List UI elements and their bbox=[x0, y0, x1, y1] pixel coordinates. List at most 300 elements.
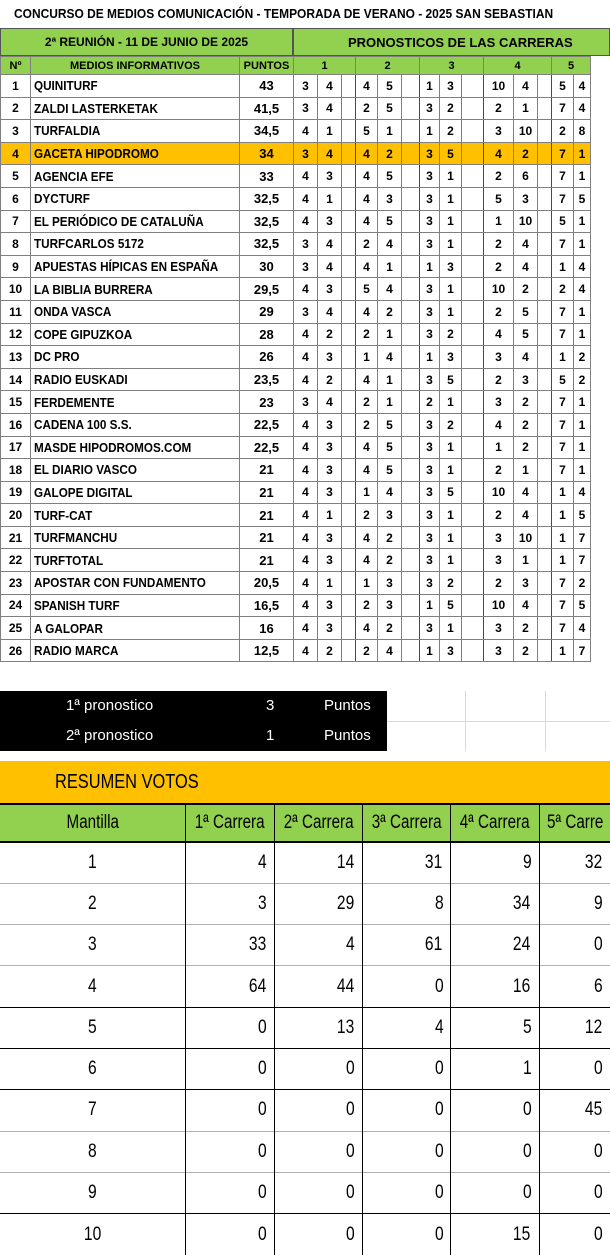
forecast-first: 4 bbox=[356, 436, 378, 459]
votes-cell: 5 bbox=[451, 1007, 539, 1048]
mantilla-cell: 3 bbox=[0, 925, 186, 966]
spacer-cell bbox=[402, 481, 420, 504]
forecast-first: 7 bbox=[552, 436, 574, 459]
media-name: ZALDI LASTERKETAK bbox=[31, 97, 240, 120]
spacer-cell bbox=[462, 210, 484, 233]
forecast-second: 2 bbox=[378, 300, 402, 323]
media-name: DYCTURF bbox=[31, 187, 240, 210]
votes-cell: 13 bbox=[274, 1007, 362, 1048]
forecast-second: 1 bbox=[440, 459, 462, 482]
mantilla-cell: 7 bbox=[0, 1090, 186, 1131]
forecast-second: 4 bbox=[318, 75, 342, 98]
votes-cell: 4 bbox=[363, 1007, 451, 1048]
col-header-race: 1 bbox=[294, 57, 356, 75]
media-name: APOSTAR CON FUNDAMENTO bbox=[31, 572, 240, 595]
forecast-second: 7 bbox=[574, 526, 591, 549]
forecast-second: 1 bbox=[318, 187, 342, 210]
forecast-first: 1 bbox=[552, 549, 574, 572]
scoring-value: 3 bbox=[266, 697, 275, 714]
forecast-second: 1 bbox=[440, 233, 462, 256]
scoring-legend bbox=[0, 691, 387, 751]
forecast-first: 1 bbox=[552, 504, 574, 527]
votes-cell: 31 bbox=[363, 842, 451, 883]
points-cell: 21 bbox=[240, 549, 294, 572]
forecast-second: 1 bbox=[440, 210, 462, 233]
spacer-cell bbox=[538, 210, 552, 233]
spacer-cell bbox=[462, 346, 484, 369]
table-row-highlighted bbox=[1, 142, 591, 165]
forecast-first: 3 bbox=[484, 346, 514, 369]
forecast-first: 3 bbox=[420, 210, 440, 233]
forecast-first: 4 bbox=[356, 459, 378, 482]
forecast-first: 3 bbox=[420, 300, 440, 323]
votes-cell: 9 bbox=[451, 842, 539, 883]
forecast-second: 1 bbox=[378, 391, 402, 414]
spacer-cell bbox=[342, 526, 356, 549]
forecast-first: 3 bbox=[484, 391, 514, 414]
forecast-second: 5 bbox=[440, 142, 462, 165]
votes-table bbox=[0, 803, 610, 1255]
row-number: 1 bbox=[1, 75, 31, 98]
forecast-first: 3 bbox=[420, 504, 440, 527]
forecast-second: 5 bbox=[378, 75, 402, 98]
media-name: ONDA VASCA bbox=[31, 300, 240, 323]
forecast-second: 4 bbox=[514, 255, 538, 278]
votes-cell: 0 bbox=[186, 1090, 274, 1131]
forecast-second: 5 bbox=[440, 594, 462, 617]
spacer-cell bbox=[462, 504, 484, 527]
forecast-second: 3 bbox=[318, 210, 342, 233]
forecast-first: 1 bbox=[552, 346, 574, 369]
spacer-cell bbox=[402, 436, 420, 459]
scoring-value: 1 bbox=[266, 727, 275, 744]
forecast-second: 5 bbox=[378, 436, 402, 459]
points-cell: 16,5 bbox=[240, 594, 294, 617]
forecast-second: 7 bbox=[574, 639, 591, 662]
votes-cell: 14 bbox=[274, 842, 362, 883]
points-cell: 32,5 bbox=[240, 233, 294, 256]
votes-cell: 0 bbox=[186, 1131, 274, 1172]
spacer-cell bbox=[462, 187, 484, 210]
votes-cell: 8 bbox=[363, 883, 451, 924]
forecast-second: 2 bbox=[514, 391, 538, 414]
spacer-cell bbox=[538, 323, 552, 346]
spacer-cell bbox=[342, 346, 356, 369]
points-cell: 22,5 bbox=[240, 436, 294, 459]
forecast-first: 4 bbox=[294, 436, 318, 459]
row-number: 14 bbox=[1, 368, 31, 391]
forecast-second: 3 bbox=[440, 75, 462, 98]
spacer-cell bbox=[538, 391, 552, 414]
row-number: 5 bbox=[1, 165, 31, 188]
scoring-row bbox=[0, 721, 387, 751]
votes-header-cell: 2ª Carrera bbox=[274, 804, 362, 842]
votes-cell: 0 bbox=[186, 1214, 274, 1255]
points-cell: 21 bbox=[240, 504, 294, 527]
row-number: 6 bbox=[1, 187, 31, 210]
forecast-first: 3 bbox=[294, 142, 318, 165]
votes-cell: 61 bbox=[363, 925, 451, 966]
forecast-second: 2 bbox=[318, 368, 342, 391]
spacer-cell bbox=[538, 459, 552, 482]
forecast-first: 3 bbox=[420, 459, 440, 482]
forecast-second: 4 bbox=[318, 97, 342, 120]
spacer-cell bbox=[402, 368, 420, 391]
forecast-first: 4 bbox=[356, 526, 378, 549]
spacer-cell bbox=[538, 617, 552, 640]
votes-cell: 0 bbox=[274, 1214, 362, 1255]
votes-cell: 0 bbox=[539, 1131, 610, 1172]
forecast-second: 4 bbox=[574, 481, 591, 504]
forecast-first: 3 bbox=[420, 165, 440, 188]
spacer-cell bbox=[342, 549, 356, 572]
forecast-first: 3 bbox=[294, 300, 318, 323]
spacer-cell bbox=[462, 278, 484, 301]
row-number: 9 bbox=[1, 255, 31, 278]
col-header-race: 2 bbox=[356, 57, 420, 75]
votes-cell: 0 bbox=[186, 1048, 274, 1089]
votes-cell: 0 bbox=[274, 1090, 362, 1131]
spacer-cell bbox=[342, 120, 356, 143]
forecast-first: 2 bbox=[484, 459, 514, 482]
spacer-cell bbox=[342, 97, 356, 120]
forecast-second: 4 bbox=[574, 255, 591, 278]
forecast-first: 4 bbox=[356, 368, 378, 391]
spacer-cell bbox=[342, 210, 356, 233]
forecasts-header bbox=[293, 28, 610, 56]
table-row bbox=[1, 255, 591, 278]
spacer-cell bbox=[402, 210, 420, 233]
spacer-cell bbox=[342, 459, 356, 482]
forecast-second: 3 bbox=[318, 481, 342, 504]
votes-cell: 4 bbox=[186, 842, 274, 883]
table-row bbox=[1, 459, 591, 482]
votes-header-cell: 1ª Carrera bbox=[186, 804, 274, 842]
spacer-cell bbox=[402, 459, 420, 482]
spacer-cell bbox=[538, 278, 552, 301]
votes-row bbox=[0, 966, 610, 1007]
forecast-first: 3 bbox=[420, 233, 440, 256]
forecast-first: 2 bbox=[484, 504, 514, 527]
spacer-cell bbox=[538, 549, 552, 572]
forecast-second: 2 bbox=[574, 346, 591, 369]
spacer-cell bbox=[538, 233, 552, 256]
media-name: APUESTAS HÍPICAS EN ESPAÑA bbox=[31, 255, 240, 278]
spacer-cell bbox=[462, 75, 484, 98]
forecast-second: 1 bbox=[574, 142, 591, 165]
table-row bbox=[1, 187, 591, 210]
votes-cell: 24 bbox=[451, 925, 539, 966]
forecast-first: 3 bbox=[420, 142, 440, 165]
forecast-first: 1 bbox=[356, 481, 378, 504]
forecast-second: 4 bbox=[514, 233, 538, 256]
forecast-first: 1 bbox=[420, 255, 440, 278]
forecast-first: 3 bbox=[420, 413, 440, 436]
page-title: CONCURSO DE MEDIOS COMUNICACIÓN - TEMPORADA DE VERANO - 2025 SAN SEBASTIAN bbox=[14, 6, 554, 21]
spacer-cell bbox=[342, 639, 356, 662]
forecast-first: 1 bbox=[484, 210, 514, 233]
points-cell: 32,5 bbox=[240, 210, 294, 233]
spacer-cell bbox=[462, 526, 484, 549]
forecast-second: 10 bbox=[514, 526, 538, 549]
forecast-first: 4 bbox=[356, 210, 378, 233]
forecast-first: 7 bbox=[552, 187, 574, 210]
points-cell: 34 bbox=[240, 142, 294, 165]
media-name: A GALOPAR bbox=[31, 617, 240, 640]
forecast-second: 4 bbox=[378, 233, 402, 256]
spacer-cell bbox=[342, 368, 356, 391]
spacer-cell bbox=[342, 413, 356, 436]
forecast-first: 7 bbox=[552, 413, 574, 436]
row-number: 25 bbox=[1, 617, 31, 640]
votes-cell: 32 bbox=[539, 842, 610, 883]
forecast-first: 3 bbox=[294, 97, 318, 120]
forecast-first: 2 bbox=[420, 391, 440, 414]
spacer-cell bbox=[462, 142, 484, 165]
forecast-second: 4 bbox=[514, 594, 538, 617]
spacer-cell bbox=[462, 255, 484, 278]
votes-cell: 45 bbox=[539, 1090, 610, 1131]
media-name: EL PERIÓDICO DE CATALUÑA bbox=[31, 210, 240, 233]
forecast-first: 1 bbox=[420, 120, 440, 143]
mantilla-cell: 6 bbox=[0, 1048, 186, 1089]
forecast-second: 2 bbox=[574, 368, 591, 391]
table-row bbox=[1, 300, 591, 323]
forecast-second: 1 bbox=[514, 549, 538, 572]
forecast-second: 4 bbox=[514, 75, 538, 98]
forecast-second: 1 bbox=[440, 549, 462, 572]
forecast-second: 3 bbox=[514, 187, 538, 210]
media-name: LA BIBLIA BURRERA bbox=[31, 278, 240, 301]
forecast-first: 1 bbox=[420, 594, 440, 617]
forecast-second: 4 bbox=[378, 639, 402, 662]
forecast-second: 4 bbox=[514, 346, 538, 369]
forecast-first: 10 bbox=[484, 594, 514, 617]
points-cell: 33 bbox=[240, 165, 294, 188]
forecast-second: 2 bbox=[514, 413, 538, 436]
forecast-first: 2 bbox=[484, 97, 514, 120]
spacer-cell bbox=[402, 323, 420, 346]
table-row bbox=[1, 617, 591, 640]
media-name: TURFTOTAL bbox=[31, 549, 240, 572]
points-cell: 26 bbox=[240, 346, 294, 369]
forecast-first: 7 bbox=[552, 97, 574, 120]
forecast-first: 4 bbox=[484, 142, 514, 165]
forecast-second: 4 bbox=[514, 481, 538, 504]
forecast-first: 2 bbox=[484, 165, 514, 188]
spacer-cell bbox=[462, 481, 484, 504]
row-number: 17 bbox=[1, 436, 31, 459]
forecast-first: 3 bbox=[420, 97, 440, 120]
forecast-first: 4 bbox=[356, 549, 378, 572]
forecast-first: 5 bbox=[552, 368, 574, 391]
forecast-second: 3 bbox=[318, 278, 342, 301]
points-cell: 29 bbox=[240, 300, 294, 323]
spacer-cell bbox=[342, 165, 356, 188]
row-number: 22 bbox=[1, 549, 31, 572]
scoring-label: 2ª pronostico bbox=[66, 727, 154, 744]
row-number: 8 bbox=[1, 233, 31, 256]
forecast-second: 5 bbox=[378, 165, 402, 188]
media-name: RADIO MARCA bbox=[31, 639, 240, 662]
votes-row bbox=[0, 1048, 610, 1089]
forecast-second: 4 bbox=[318, 300, 342, 323]
votes-header-cell: 3ª Carrera bbox=[363, 804, 451, 842]
forecast-first: 3 bbox=[484, 617, 514, 640]
votes-row bbox=[0, 1131, 610, 1172]
mantilla-cell: 1 bbox=[0, 842, 186, 883]
table-row bbox=[1, 97, 591, 120]
media-name: AGENCIA EFE bbox=[31, 165, 240, 188]
spacer-cell bbox=[462, 323, 484, 346]
forecast-first: 1 bbox=[420, 346, 440, 369]
forecast-second: 6 bbox=[514, 165, 538, 188]
summary-title: RESUMEN VOTOS bbox=[55, 771, 199, 793]
votes-cell: 0 bbox=[539, 1214, 610, 1255]
row-number: 7 bbox=[1, 210, 31, 233]
forecast-first: 4 bbox=[356, 165, 378, 188]
table-row bbox=[1, 323, 591, 346]
scoring-label: 1ª pronostico bbox=[66, 697, 154, 714]
points-cell: 20,5 bbox=[240, 572, 294, 595]
forecast-second: 3 bbox=[440, 346, 462, 369]
forecast-second: 3 bbox=[318, 594, 342, 617]
forecast-second: 4 bbox=[318, 233, 342, 256]
spacer-cell bbox=[402, 187, 420, 210]
forecast-second: 8 bbox=[574, 120, 591, 143]
forecast-second: 1 bbox=[318, 572, 342, 595]
forecast-first: 2 bbox=[356, 233, 378, 256]
forecast-second: 5 bbox=[378, 459, 402, 482]
spacer-cell bbox=[342, 142, 356, 165]
forecast-first: 10 bbox=[484, 481, 514, 504]
forecast-first: 7 bbox=[552, 323, 574, 346]
forecast-first: 1 bbox=[552, 526, 574, 549]
forecast-first: 3 bbox=[420, 526, 440, 549]
points-cell: 16 bbox=[240, 617, 294, 640]
votes-cell: 12 bbox=[539, 1007, 610, 1048]
forecast-second: 5 bbox=[440, 481, 462, 504]
forecast-second: 3 bbox=[378, 504, 402, 527]
media-name: GACETA HIPODROMO bbox=[31, 142, 240, 165]
spacer-cell bbox=[538, 97, 552, 120]
col-header-media: MEDIOS INFORMATIVOS bbox=[31, 57, 240, 75]
forecast-second: 1 bbox=[574, 165, 591, 188]
forecast-second: 3 bbox=[378, 572, 402, 595]
forecast-first: 4 bbox=[294, 120, 318, 143]
votes-header-row bbox=[0, 804, 610, 842]
forecast-second: 1 bbox=[514, 459, 538, 482]
forecast-second: 5 bbox=[378, 97, 402, 120]
votes-cell: 16 bbox=[451, 966, 539, 1007]
votes-cell: 0 bbox=[363, 1090, 451, 1131]
table-row bbox=[1, 75, 591, 98]
table-row bbox=[1, 639, 591, 662]
table-row bbox=[1, 278, 591, 301]
votes-cell: 0 bbox=[363, 1131, 451, 1172]
forecast-first: 4 bbox=[294, 639, 318, 662]
forecast-second: 1 bbox=[574, 300, 591, 323]
forecast-second: 2 bbox=[378, 617, 402, 640]
spacer-cell bbox=[342, 233, 356, 256]
votes-row bbox=[0, 925, 610, 966]
forecast-second: 1 bbox=[378, 255, 402, 278]
spacer-cell bbox=[538, 300, 552, 323]
votes-cell: 0 bbox=[451, 1131, 539, 1172]
votes-row bbox=[0, 842, 610, 883]
forecast-second: 1 bbox=[440, 436, 462, 459]
spacer-cell bbox=[462, 572, 484, 595]
forecast-first: 2 bbox=[356, 594, 378, 617]
forecast-first: 2 bbox=[552, 120, 574, 143]
votes-cell: 15 bbox=[451, 1214, 539, 1255]
row-number: 4 bbox=[1, 142, 31, 165]
table-row bbox=[1, 233, 591, 256]
points-cell: 28 bbox=[240, 323, 294, 346]
forecast-first: 1 bbox=[356, 346, 378, 369]
mantilla-cell: 2 bbox=[0, 883, 186, 924]
votes-cell: 29 bbox=[274, 883, 362, 924]
forecast-first: 2 bbox=[484, 233, 514, 256]
forecast-first: 4 bbox=[484, 413, 514, 436]
spacer-cell bbox=[538, 142, 552, 165]
empty-grid-cells bbox=[387, 691, 610, 751]
forecast-second: 1 bbox=[318, 120, 342, 143]
forecast-first: 4 bbox=[294, 504, 318, 527]
spacer-cell bbox=[402, 526, 420, 549]
votes-row bbox=[0, 1007, 610, 1048]
votes-cell: 6 bbox=[539, 966, 610, 1007]
spacer-cell bbox=[462, 233, 484, 256]
forecast-second: 1 bbox=[440, 504, 462, 527]
mantilla-cell: 9 bbox=[0, 1172, 186, 1213]
table-row bbox=[1, 549, 591, 572]
points-cell: 21 bbox=[240, 459, 294, 482]
spacer-cell bbox=[538, 120, 552, 143]
spacer-cell bbox=[402, 165, 420, 188]
spacer-cell bbox=[538, 346, 552, 369]
forecast-first: 4 bbox=[294, 368, 318, 391]
points-cell: 22,5 bbox=[240, 413, 294, 436]
forecast-first: 1 bbox=[356, 572, 378, 595]
votes-row bbox=[0, 1214, 610, 1255]
forecast-first: 1 bbox=[420, 639, 440, 662]
row-number: 16 bbox=[1, 413, 31, 436]
forecast-second: 5 bbox=[574, 504, 591, 527]
votes-row bbox=[0, 883, 610, 924]
scoring-row bbox=[0, 691, 387, 721]
votes-row bbox=[0, 1090, 610, 1131]
spacer-cell bbox=[538, 639, 552, 662]
table-row bbox=[1, 504, 591, 527]
votes-cell: 3 bbox=[186, 883, 274, 924]
forecast-second: 4 bbox=[378, 278, 402, 301]
forecast-second: 1 bbox=[440, 300, 462, 323]
spacer-cell bbox=[402, 594, 420, 617]
forecast-first: 1 bbox=[484, 436, 514, 459]
forecast-first: 4 bbox=[294, 549, 318, 572]
media-name: COPE GIPUZKOA bbox=[31, 323, 240, 346]
forecast-first: 2 bbox=[356, 639, 378, 662]
summary-title-bar bbox=[0, 761, 610, 803]
media-name: TURFMANCHU bbox=[31, 526, 240, 549]
forecast-second: 1 bbox=[440, 165, 462, 188]
spacer-cell bbox=[342, 617, 356, 640]
forecast-second: 1 bbox=[440, 278, 462, 301]
media-name: CADENA 100 S.S. bbox=[31, 413, 240, 436]
forecast-second: 1 bbox=[440, 187, 462, 210]
forecast-second: 3 bbox=[318, 549, 342, 572]
